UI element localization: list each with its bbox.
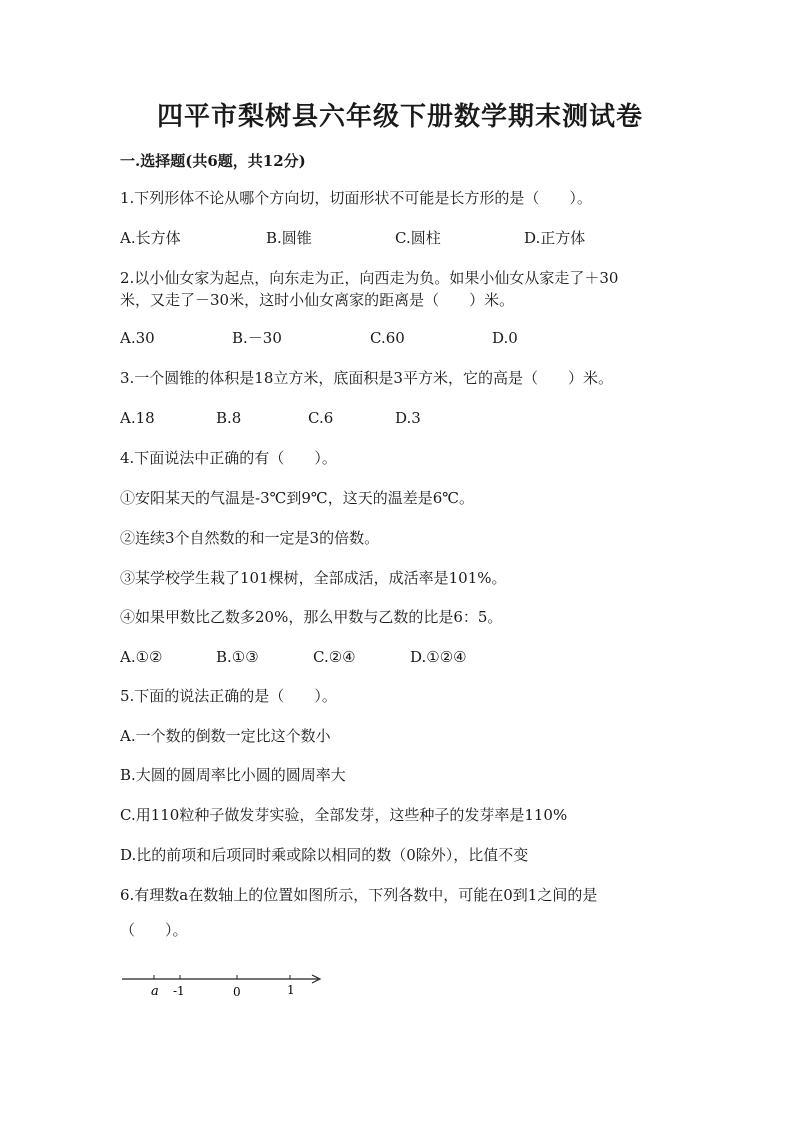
question-2-stem-line-2: 米，又走了－30米，这时小仙女离家的距离是（ ）米。: [120, 291, 515, 309]
question-4-option-d: D.①②④: [410, 648, 467, 666]
label-a: a: [151, 984, 159, 999]
question-5-option-b: B.大圆的圆周率比小圆的圆周率大: [120, 766, 346, 784]
question-4-statement-2: ②连续3个自然数的和一定是3的倍数。: [120, 529, 380, 547]
question-1-option-c: C.圆柱: [395, 229, 441, 247]
question-1-stem: 1.下列形体不论从哪个方向切，切面形状不可能是长方形的是（ ）。: [120, 189, 592, 207]
question-6-stem-line-2: （ ）。: [120, 921, 188, 939]
question-5-option-c: C.用110粒种子做发芽实验，全部发芽，这些种子的发芽率是110%: [120, 806, 568, 824]
label-minus-1: -1: [173, 984, 185, 998]
question-5-option-d: D.比的前项和后项同时乘或除以相同的数（0除外），比值不变: [120, 846, 529, 864]
question-3-stem: 3.一个圆锥的体积是18立方米，底面积是3平方米，它的高是（ ）米。: [120, 369, 613, 387]
question-1-option-b: B.圆锥: [266, 229, 312, 247]
question-5-stem: 5.下面的说法正确的是（ ）。: [120, 687, 337, 705]
question-2-option-b: B.－30: [232, 329, 282, 347]
question-4-option-c: C.②④: [313, 648, 356, 666]
question-3-option-b: B.8: [216, 409, 242, 427]
question-3-option-c: C.6: [308, 409, 334, 427]
question-3-option-d: D.3: [395, 409, 421, 427]
question-2-option-d: D.0: [492, 329, 518, 347]
question-2-option-c: C.60: [370, 329, 405, 347]
question-4-option-a: A.①②: [120, 648, 163, 666]
question-2-option-a: A.30: [120, 329, 155, 347]
question-4-statement-4: ④如果甲数比乙数多20%，那么甲数与乙数的比是6：5。: [120, 608, 503, 626]
section-heading: 一.选择题(共6题，共12分): [120, 152, 306, 170]
label-0: 0: [233, 985, 241, 999]
number-line-figure: [118, 965, 333, 1005]
question-2-stem-line-1: 2.以小仙女家为起点，向东走为正，向西走为负。如果小仙女从家走了＋30: [120, 269, 619, 287]
page-title: 四平市梨树县六年级下册数学期末测试卷: [156, 102, 643, 132]
question-1-option-a: A.长方体: [120, 229, 181, 247]
question-4-option-b: B.①③: [216, 648, 259, 666]
question-6-stem-line-1: 6.有理数a在数轴上的位置如图所示，下列各数中，可能在0到1之间的是: [120, 886, 598, 904]
label-1: 1: [287, 983, 295, 997]
question-4-stem: 4.下面说法中正确的有（ ）。: [120, 449, 337, 467]
question-5-option-a: A.一个数的倒数一定比这个数小: [120, 727, 331, 745]
question-4-statement-3: ③某学校学生栽了101棵树，全部成活，成活率是101%。: [120, 569, 507, 587]
question-1-option-d: D.正方体: [524, 229, 586, 247]
question-3-option-a: A.18: [120, 409, 155, 427]
question-4-statement-1: ①安阳某天的气温是-3℃到9℃，这天的温差是6℃。: [120, 489, 475, 507]
